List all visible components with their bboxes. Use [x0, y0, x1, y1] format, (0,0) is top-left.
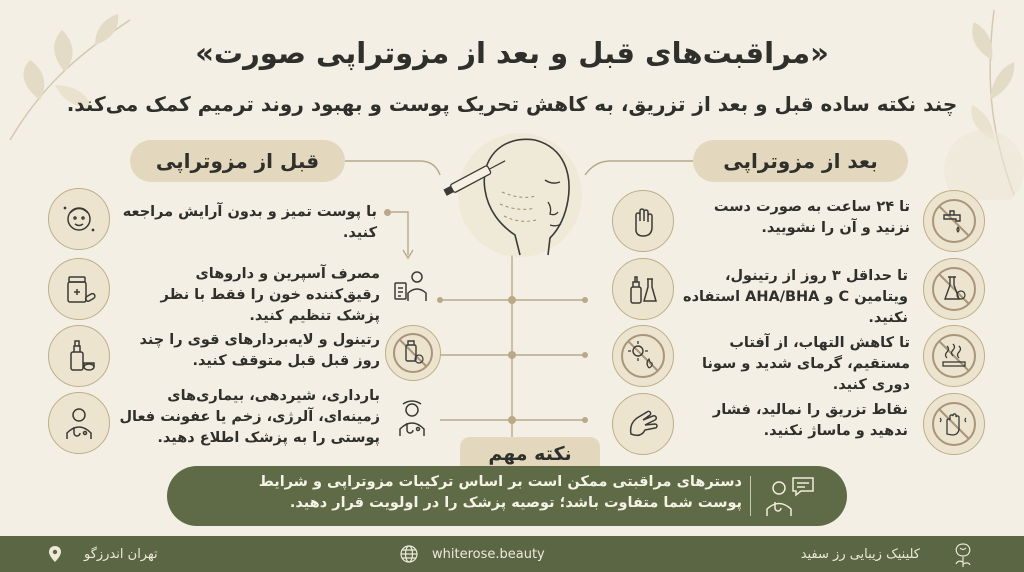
before-item-3-text: رتینول و لایه‌بردارهای قوی را چند روز قبل قبل متوقف کنید.	[139, 332, 380, 370]
important-note-label: نکته مهم	[460, 437, 600, 471]
no-retinol-icon	[385, 325, 441, 381]
pill-bottle-icon	[48, 258, 110, 320]
no-rub-hand-icon	[612, 393, 674, 455]
doctor-consult-icon	[386, 393, 438, 445]
face-injection-illustration-icon	[440, 130, 590, 260]
important-note-box	[167, 466, 847, 526]
before-item-2-text: مصرف آسپرین و داروهای رقیق‌کننده خون را فقط با نظر پزشک تنظیم کنید.	[160, 266, 380, 325]
footer-location-text: تهران اندرزگو	[84, 546, 158, 562]
doctor-chat-icon	[757, 474, 817, 518]
footer-clinic	[801, 536, 976, 572]
leaf-decoration-top-left-icon	[0, 0, 150, 150]
page-title: «مراقبت‌های قبل و بعد از مزوتراپی صورت»	[195, 36, 829, 70]
before-section-header: قبل از مزوتراپی	[130, 140, 345, 182]
no-sun-icon	[612, 325, 674, 387]
doctor-icon	[48, 392, 110, 454]
globe-icon	[400, 545, 418, 563]
footer-website[interactable]	[400, 536, 545, 572]
after-item-4-text: نقاط تزریق را نمالید، فشار ندهید و ماساژ نکنید.	[712, 402, 908, 440]
no-massage-icon	[923, 393, 985, 455]
before-item-1-text: با پوست تمیز و بدون آرایش مراجعه کنید.	[122, 204, 377, 242]
no-serum-icon	[923, 258, 985, 320]
before-item-4-text: بارداری، شیردهی، بیماری‌های زمینه‌ای، آلرژی، زخم یا عفونت فعال پوستی را به پزشک اطلاع دهید.	[119, 388, 380, 447]
no-wash-faucet-icon	[923, 190, 985, 252]
no-sauna-icon	[923, 325, 985, 387]
after-item-1-text: تا ۲۴ ساعت به صورت دست نزنید و آن را نشویید.	[713, 199, 910, 237]
after-item-3-text: تا کاهش التهاب، از آفتاب مستقیم، گرمای شدید و سونا دوری کنید.	[702, 335, 910, 394]
important-note-text: دسترهای مراقبتی ممکن است بر اساس ترکیبات مزوتراپی و شرایط پوست شما متفاوت باشد؛ توصیه پزشک را در اولویت قرار دهید.	[258, 474, 742, 512]
no-touch-hand-icon	[612, 190, 674, 252]
after-item-2-text: تا حداقل ۳ روز از رتینول، ویتامین C و AHA/BHA استفاده نکنید.	[683, 268, 908, 327]
footer-clinic-name: کلینیک زیبایی رز سفید	[800, 546, 920, 562]
after-section-header: بعد از مزوتراپی	[693, 140, 908, 182]
rose-logo-icon	[950, 540, 976, 568]
footer-website-text[interactable]: whiterose.beauty	[432, 546, 545, 562]
note-divider	[750, 476, 751, 516]
footer-bar	[0, 536, 1024, 572]
clean-face-icon	[48, 188, 110, 250]
serum-bottle-icon	[48, 325, 110, 387]
footer-location	[48, 536, 158, 572]
location-pin-icon	[48, 545, 62, 563]
serum-flask-icon	[612, 258, 674, 320]
doctor-clipboard-icon	[386, 260, 438, 312]
bullet-dot	[384, 209, 391, 216]
page-subtitle: چند نکته ساده قبل و بعد از تزریق، به کاهش تحریک پوست و بهبود روند ترمیم کمک می‌کند.	[66, 92, 958, 116]
